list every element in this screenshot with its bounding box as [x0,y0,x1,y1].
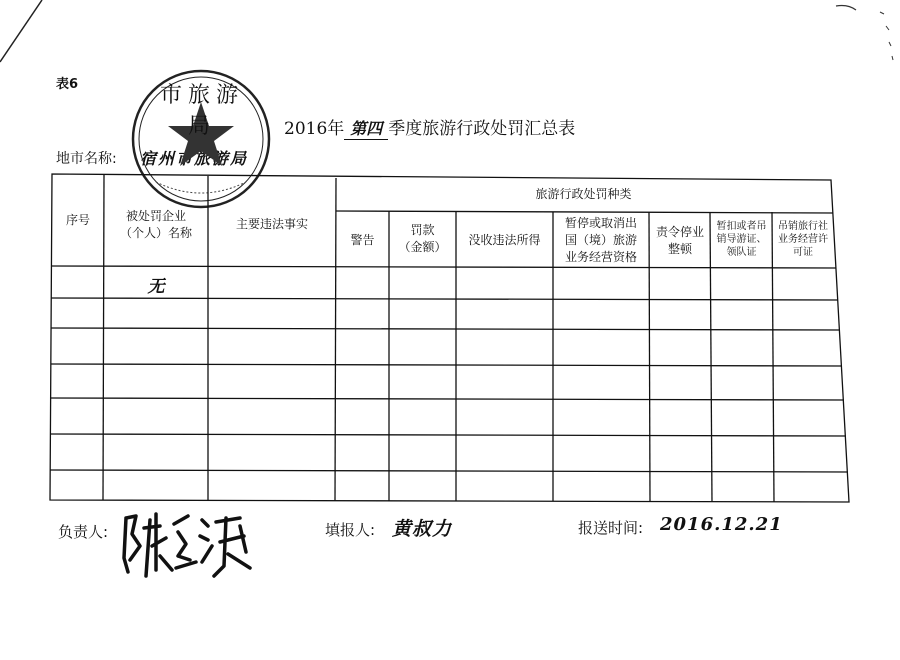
region-value-handwritten: 宿州市旅游局 [140,149,249,168]
filler-name: 黄叔力 [392,518,453,540]
form-number: 表6 [56,77,79,92]
filler-label: 填报人: [325,521,376,539]
submit-date: 2016.12.21 [660,514,783,535]
table-row-1-entity: 无 [147,277,165,297]
header-penalty-confiscation: 没收违法所得 [468,233,541,247]
responsible-label: 负责人: [58,523,109,541]
header-penalty-suspension: 暂停或取消出 国（境）旅游 业务经营资格 [564,216,637,264]
title-suffix: 季度旅游行政处罚汇总表 [388,119,576,139]
submit-time-label: 报送时间: [578,519,644,537]
header-penalty-agency-license: 吊销旅行社 业务经营许 可证 [778,221,828,258]
title-quarter-handwritten: 第四 [344,116,388,140]
header-penalty-fine: 罚款 （金额） [398,223,447,254]
header-entity: 被处罚企业 （个人）名称 [119,209,192,240]
header-penalty-guide-license: 暂扣或者吊 销导游证、 领队证 [716,221,767,258]
region-label: 地市名称: [56,151,117,167]
header-facts: 主要违法事实 [235,217,308,231]
header-penalty-group: 旅游行政处罚种类 [535,187,632,201]
responsible-signature [116,506,266,586]
header-penalty-warning: 警告 [350,233,375,247]
header-seq: 序号 [65,213,90,227]
stamp-text: 市旅游局 [159,83,244,139]
header-penalty-rectification: 责令停业 整顿 [655,225,704,256]
signature-strokes [116,506,266,586]
title-year: 2016年 [284,119,345,139]
